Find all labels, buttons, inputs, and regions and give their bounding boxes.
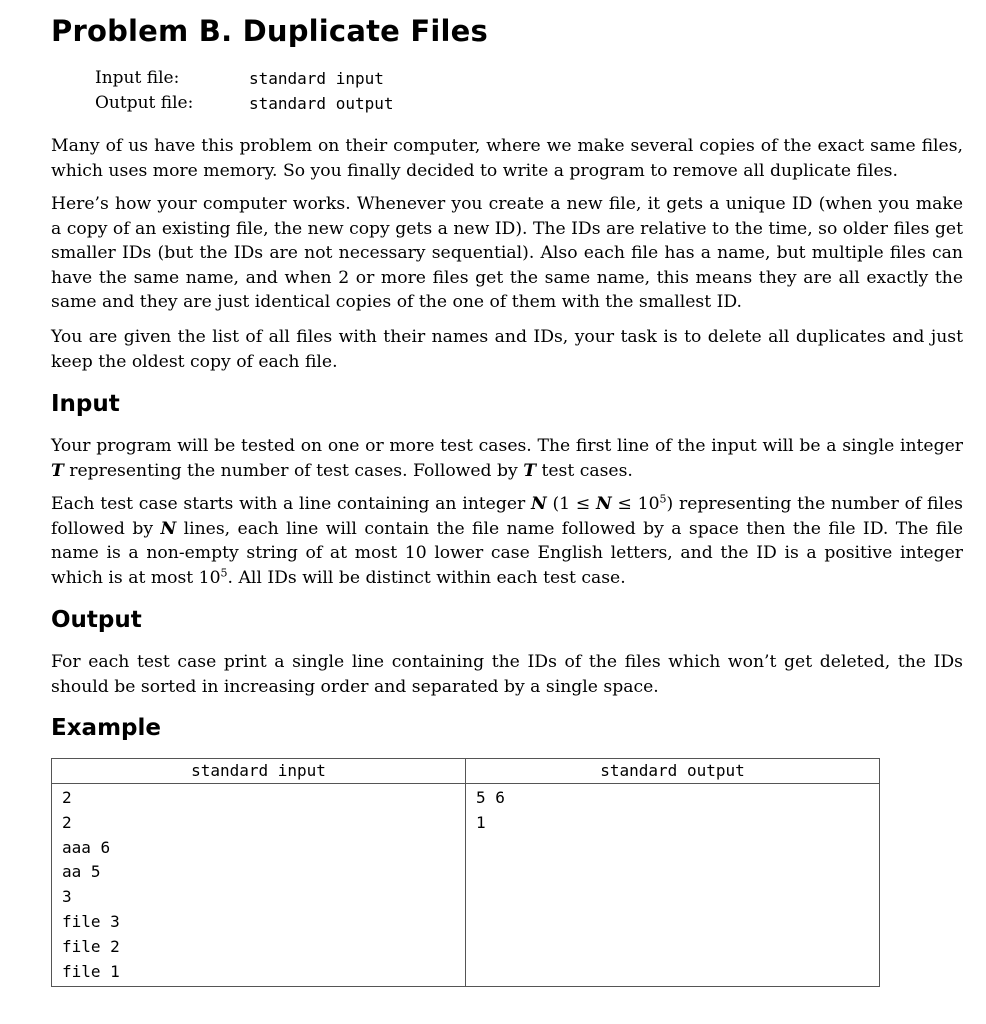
input-file-value: standard input <box>249 69 384 88</box>
output-file-label: Output file: <box>95 93 194 113</box>
variable-t: T <box>51 460 64 481</box>
example-body-row <box>52 784 880 987</box>
io-files-block <box>95 66 394 116</box>
variable-n: N <box>160 518 177 539</box>
example-input-line: 2 <box>62 812 72 832</box>
input-p2-text-c: lines, each line will contain the file name followed by a space then the file ID. The file name is a non-empty string of at most 10 lower case English letters, and the ID is a positive integer which is at most 10 <box>51 518 964 588</box>
example-output-cell <box>466 784 880 987</box>
input-heading: Input <box>51 391 120 417</box>
variable-t: T <box>523 460 536 481</box>
exponent: 5 <box>659 492 667 506</box>
range-close: ) <box>666 494 674 514</box>
output-file-row <box>95 91 394 116</box>
example-header-row <box>52 759 880 784</box>
input-p2-text-a: Each test case starts with a line containing an integer <box>51 494 531 514</box>
example-input-line: file 2 <box>62 936 120 956</box>
input-p1-text-c: test cases. <box>536 460 633 481</box>
range-open: (1 ≤ <box>546 494 597 514</box>
input-paragraph-2 <box>51 492 963 590</box>
input-p1-text-b: representing the number of test cases. Followed by <box>63 460 524 481</box>
example-input-header: standard input <box>52 759 466 784</box>
example-input-line: file 1 <box>62 961 120 981</box>
output-heading: Output <box>51 607 142 633</box>
example-input-line: 2 <box>62 788 72 807</box>
example-table <box>51 758 880 987</box>
example-output-header: standard output <box>466 759 880 784</box>
example-output-line: 1 <box>476 812 486 832</box>
example-input-line: aa 5 <box>62 862 101 882</box>
input-paragraph-1 <box>51 434 963 483</box>
input-p2-text-b: representing the number of files followed by <box>51 494 963 539</box>
output-paragraph-1: For each test case print a single line containing the IDs of the files which won’t get deleted, the IDs should be sorted in increasing order and separated by a single space. <box>51 652 963 697</box>
example-output-line: 5 6 <box>476 788 505 807</box>
example-input-cell <box>52 784 466 987</box>
input-p2-text-d: . All IDs will be distinct within each test case. <box>227 567 626 588</box>
input-p1-text-a: Your program will be tested on one or more test cases. The first line of the input will be a single integer <box>51 436 963 456</box>
output-file-value: standard output <box>249 94 394 113</box>
exponent: 5 <box>220 566 228 580</box>
example-heading: Example <box>51 715 161 741</box>
example-input-line: file 3 <box>62 911 120 931</box>
variable-n: N <box>531 494 547 514</box>
page-title: Problem B. Duplicate Files <box>51 14 488 48</box>
input-file-label: Input file: <box>95 68 180 88</box>
statement-paragraph-3: You are given the list of all files with their names and IDs, your task is to delete all duplicates and just keep the oldest copy of each file. <box>51 327 963 372</box>
input-file-row <box>95 66 394 91</box>
example-input-line: 3 <box>62 887 72 907</box>
variable-n: N <box>596 494 612 514</box>
range-mid: ≤ 10 <box>611 494 660 514</box>
statement-paragraph-2: Here’s how your computer works. Whenever you create a new file, it gets a unique ID (when you make a copy of an existing file, the new copy gets a new ID). The IDs are relative to the time, so older files get smaller IDs (but the IDs are not necessary sequential). Also each file has a name, but multiple files can have the same name, and when 2 or more files get the same name, this means they are all exactly the same and they are just identical copies of the one of them with the smallest ID. <box>51 194 963 313</box>
statement-paragraph-1: Many of us have this problem on their computer, where we make several copies of the exact same files, which uses more memory. So you finally decided to write a program to remove all duplicate files. <box>51 136 963 181</box>
example-input-line: aaa 6 <box>62 837 111 857</box>
